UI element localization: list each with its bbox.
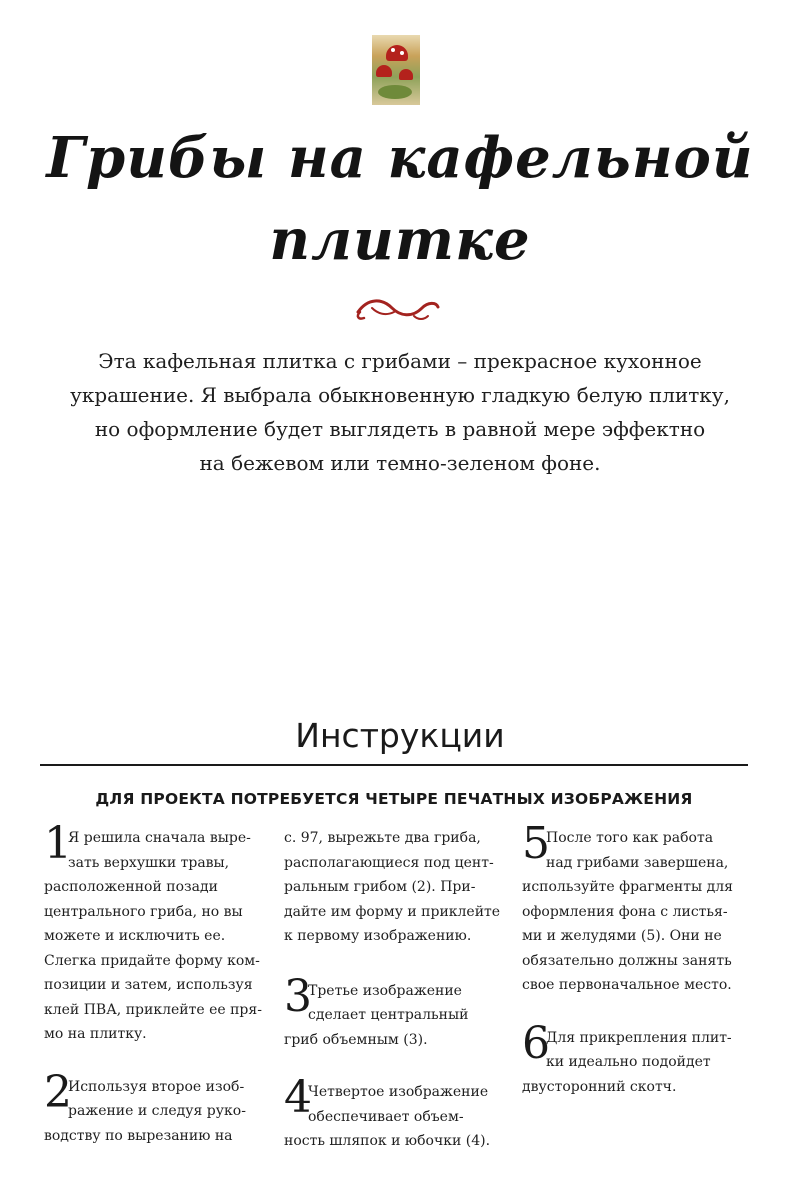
step-line: расположенной позади [44,879,218,895]
step-6 [522,1017,758,1100]
cap-spot [391,48,395,52]
step-line: водству по вырезанию на [44,1127,233,1144]
step-line: центрального гриба, но вы [44,903,243,920]
step-line: оформления фона с листья- [522,903,728,920]
step-line: ми и желудями (5). Они не [522,928,722,944]
step-line: располагающиеся под цент- [284,854,494,871]
instructions-heading: Инструкции [295,716,505,755]
section-divider [40,764,748,766]
step-2-continued [284,826,508,949]
step-number: 1 [44,818,72,869]
step-5 [522,818,758,998]
leaf-shape [378,85,412,99]
step-2 [44,1066,268,1149]
step-line: Четвертое изображение [308,1084,489,1100]
step-1 [44,818,268,1047]
step-line: мо на плитку. [44,1026,147,1042]
materials-requirement: ДЛЯ ПРОЕКТА ПОТРЕБУЕТСЯ ЧЕТЫРЕ ПЕЧАТНЫХ ИЗОБРАЖЕНИЯ [95,790,693,808]
step-number: 5 [522,818,550,869]
step-line: ражение и следуя руко- [68,1103,246,1119]
mushroom-cap-shape [399,69,413,80]
step-line: ки идеально подойдет [546,1054,711,1070]
intro-paragraph [60,344,740,480]
step-line: свое первоначальное место. [522,977,732,993]
step-line: После того как работа [546,830,714,846]
step-line: Третье изображение [308,982,462,999]
step-line: двусторонний скотч. [522,1078,677,1095]
step-line: к первому изображению. [284,928,472,944]
page-title-line-1: Грибы на кафельной [46,125,754,191]
step-line: сделает центральный [308,1007,469,1023]
step-line: обязательно должны занять [522,952,732,969]
step-line: позиции и затем, используя [44,977,253,993]
page-title-line-2: плитке [269,207,531,273]
step-number: 4 [284,1072,312,1123]
mushroom-cap-shape [376,65,392,77]
mushroom-cap-shape [386,45,408,61]
instructions-column-2 [284,826,508,1182]
cap-spot [400,51,404,55]
step-3 [284,970,508,1053]
step-line: над грибами завершена, [546,854,729,871]
step-line: клей ПВА, приклейте ее пря- [44,1001,262,1018]
step-line: обеспечивает объем- [308,1108,464,1125]
intro-line: украшение. Я выбрала обыкновенную гладкую белую плитку, [70,383,730,407]
step-line: Я решила сначала выре- [68,830,251,846]
step-line: можете и исключить ее. [44,928,226,944]
step-4 [284,1072,508,1154]
ornament-flourish-icon [352,290,442,326]
step-number: 2 [44,1066,72,1118]
intro-line: Эта кафельная плитка с грибами – прекрасное кухонное [98,349,702,373]
mushroom-tile-thumbnail-icon [372,35,420,105]
step-line: зать верхушки травы, [68,854,230,871]
step-line: Используя второе изоб- [68,1078,245,1095]
step-line: дайте им форму и приклейте [284,903,501,920]
step-number: 6 [522,1017,550,1069]
step-line: используйте фрагменты для [522,879,733,895]
step-line: ральным грибом (2). При- [284,879,476,895]
step-line: Для прикрепления плит- [546,1029,732,1046]
instructions-column-1 [44,818,268,1176]
instructions-column-3 [522,818,758,1127]
step-line: с. 97, вырежьте два гриба, [284,830,481,846]
intro-line: но оформление будет выглядеть в равной мере эффектно [94,417,706,441]
step-line: ность шляпок и юбочки (4). [284,1133,491,1149]
intro-line: на бежевом или темно-зеленом фоне. [199,451,601,475]
step-line: Слегка придайте форму ком- [44,952,260,969]
step-line: гриб объемным (3). [284,1031,428,1048]
step-number: 3 [284,970,312,1022]
